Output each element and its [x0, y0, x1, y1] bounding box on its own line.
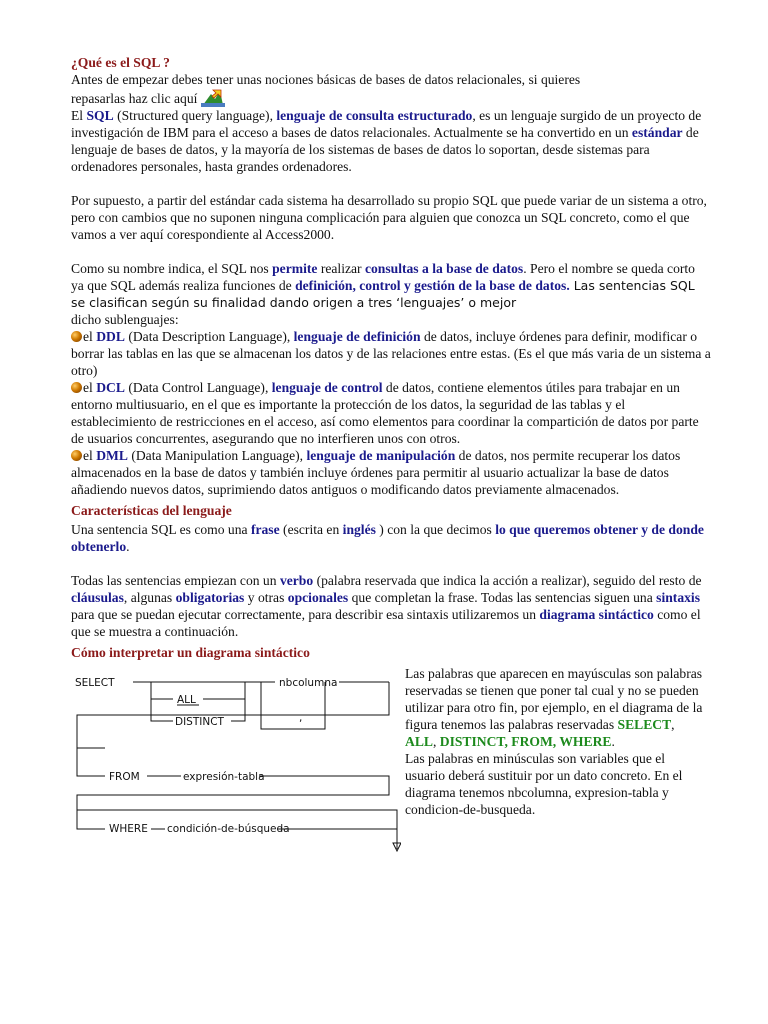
bullet-icon [71, 382, 82, 393]
diagram-from: FROM [109, 771, 140, 783]
bullet-icon [71, 450, 82, 461]
kw-dcl: DCL [96, 380, 125, 395]
diagram-where: WHERE [109, 823, 148, 835]
diagram-distinct: DISTINCT [175, 716, 224, 728]
diagram-nbcolumna: nbcolumna [279, 677, 338, 689]
heading-characteristics: Características del lenguaje [71, 503, 232, 518]
name-paragraph: Como su nombre indica, el SQL nos permite realizar consultas a la base de datos. Pero el nombre se queda corto ya que SQL además realiza funciones de definición, control y gestión de la base de datos. Las sentencias SQL se clasifican según su finalidad dando origen a tres ‘lenguajes’ o mejor dicho sublenguajes: [71, 261, 695, 327]
diagram-explanation: Las palabras que aparecen en mayúsculas son palabras reservadas se tienen que poner tal cual y no se pueden utilizar para otro fin, por ejemplo, en el diagrama de la figura tenemos las palabras reservadas SELECT, ALL, DISTINCT, FROM, WHERE. Las palabras en minúsculas son variables que el usuario deberá sustituir por un dato concreto. En el diagrama tenemos nbcolumna, expresion-tabla y condicion-de-busqueda. [405, 666, 703, 817]
green-arrow-icon[interactable] [201, 88, 225, 107]
diagram-expr: expresión-tabla [183, 771, 265, 783]
dml-item: el DML (Data Manipulation Language), lenguaje de manipulación de datos, nos permite recuperar los datos almacenados en la base de datos y también incluye órdenes para permitir al usuario actualizar la base de datos añadiendo nuevos datos, suprimiendo datos antiguos o modificando datos previamente almacenados. [71, 448, 681, 497]
kw-verbo: verbo [279, 573, 314, 588]
standard-paragraph: Por supuesto, a partir del estándar cada sistema ha desarrollado su propio SQL que puede variar de un sistema a otro, pero con cambios que no suponen ninguna complicación para alguien que conozca un SQL concreto, como el que vamos a ver aquí corespondiente al Access2000. [71, 193, 707, 242]
document-body [71, 54, 711, 855]
diagram-all: ALL [177, 694, 196, 706]
kw-lenguaje-control: lenguaje de control [271, 380, 383, 395]
kw-opcionales: opcionales [287, 590, 349, 605]
kw-diagrama-sintactico: diagrama sintáctico [539, 607, 654, 622]
kw-lenguaje-consulta: lenguaje de consulta estructurado [276, 108, 473, 123]
kw-definicion-control: definición, control y gestión de la base de datos. [295, 278, 570, 293]
kw-select: SELECT [617, 717, 672, 732]
kw-clausulas: cláusulas [71, 590, 124, 605]
kw-consultas: consultas a la base de datos [364, 261, 524, 276]
kw-ddl: DDL [96, 329, 125, 344]
syntax-diagram [71, 669, 401, 859]
ddl-item: el DDL (Data Description Language), lenguaje de definición de datos, incluye órdenes para definir, modificar o borrar las tablas en las que se almacenan los datos y de las relaciones entre estas. (Es el que más varia de un sistema a otro) [71, 329, 711, 378]
kw-distinct-from-where: DISTINCT, FROM, WHERE [439, 734, 612, 749]
kw-lenguaje-definicion: lenguaje de definición [293, 329, 421, 344]
bullet-icon [71, 331, 82, 342]
sentence-paragraph: Una sentencia SQL es como una frase (escrita en inglés ) con la que decimos lo que queremos obtener y de donde obtenerlo. [71, 522, 704, 554]
diagram-section [71, 665, 711, 855]
dcl-item: el DCL (Data Control Language), lenguaje de control de datos, contiene elementos útiles para trabajar en un entorno multiusuario, en el que es importante la protección de los datos, la seguridad de las tablas y el establecimiento de restricciones en el acceso, así como elementos para coordinar la compartición de datos por parte de usuarios concurrentes, asegurando que no interfieren unos con otros. [71, 380, 699, 446]
diagram-condicion: condición-de-búsqueda [167, 823, 290, 835]
diagram-select: SELECT [75, 677, 115, 689]
kw-permite: permite [272, 261, 318, 276]
kw-sintaxis: sintaxis [656, 590, 700, 605]
intro-line1: Antes de empezar debes tener unas nociones básicas de bases de datos relacionales, si quieres [71, 72, 581, 87]
intro-line2: repasarlas haz clic aquí [71, 91, 198, 106]
kw-ingles: inglés [342, 522, 376, 537]
intro-paragraph [71, 71, 711, 107]
heading-what-is-sql: ¿Qué es el SQL ? [71, 55, 170, 70]
kw-lo-que-queremos: lo que queremos obtener y de donde obtenerlo [71, 522, 704, 554]
kw-lenguaje-manipulacion: lenguaje de manipulación [306, 448, 456, 463]
diagram-comma: , [299, 712, 303, 724]
verbs-paragraph: Todas las sentencias empiezan con un verbo (palabra reservada que indica la acción a realizar), seguido del resto de cláusulas, algunas obligatorias y otras opcionales que completan la frase. Todas las sentencias siguen una sintaxis para que se puedan ejecutar correctamente, para describir esa sintaxis utilizaremos un diagrama sintáctico como el que se muestra a continuación. [71, 573, 702, 639]
sql-definition-paragraph: El SQL (Structured query language), lenguaje de consulta estructurado, es un lenguaje surgido de un proyecto de investigación de IBM para el acceso a bases de datos relacionales. Actualmente se ha convertido en un estándar de lenguaje de bases de datos, y la mayoría de los sistemas de bases de datos lo soportan, desde sistemas para ordenadores personales, hasta grandes ordenadores. [71, 108, 702, 174]
kw-obligatorias: obligatorias [175, 590, 245, 605]
kw-all: ALL [405, 734, 433, 749]
kw-dml: DML [96, 448, 128, 463]
kw-sql: SQL [86, 108, 114, 123]
kw-estandar: estándar [631, 125, 683, 140]
kw-frase: frase [250, 522, 280, 537]
heading-diagram: Cómo interpretar un diagrama sintáctico [71, 645, 310, 660]
